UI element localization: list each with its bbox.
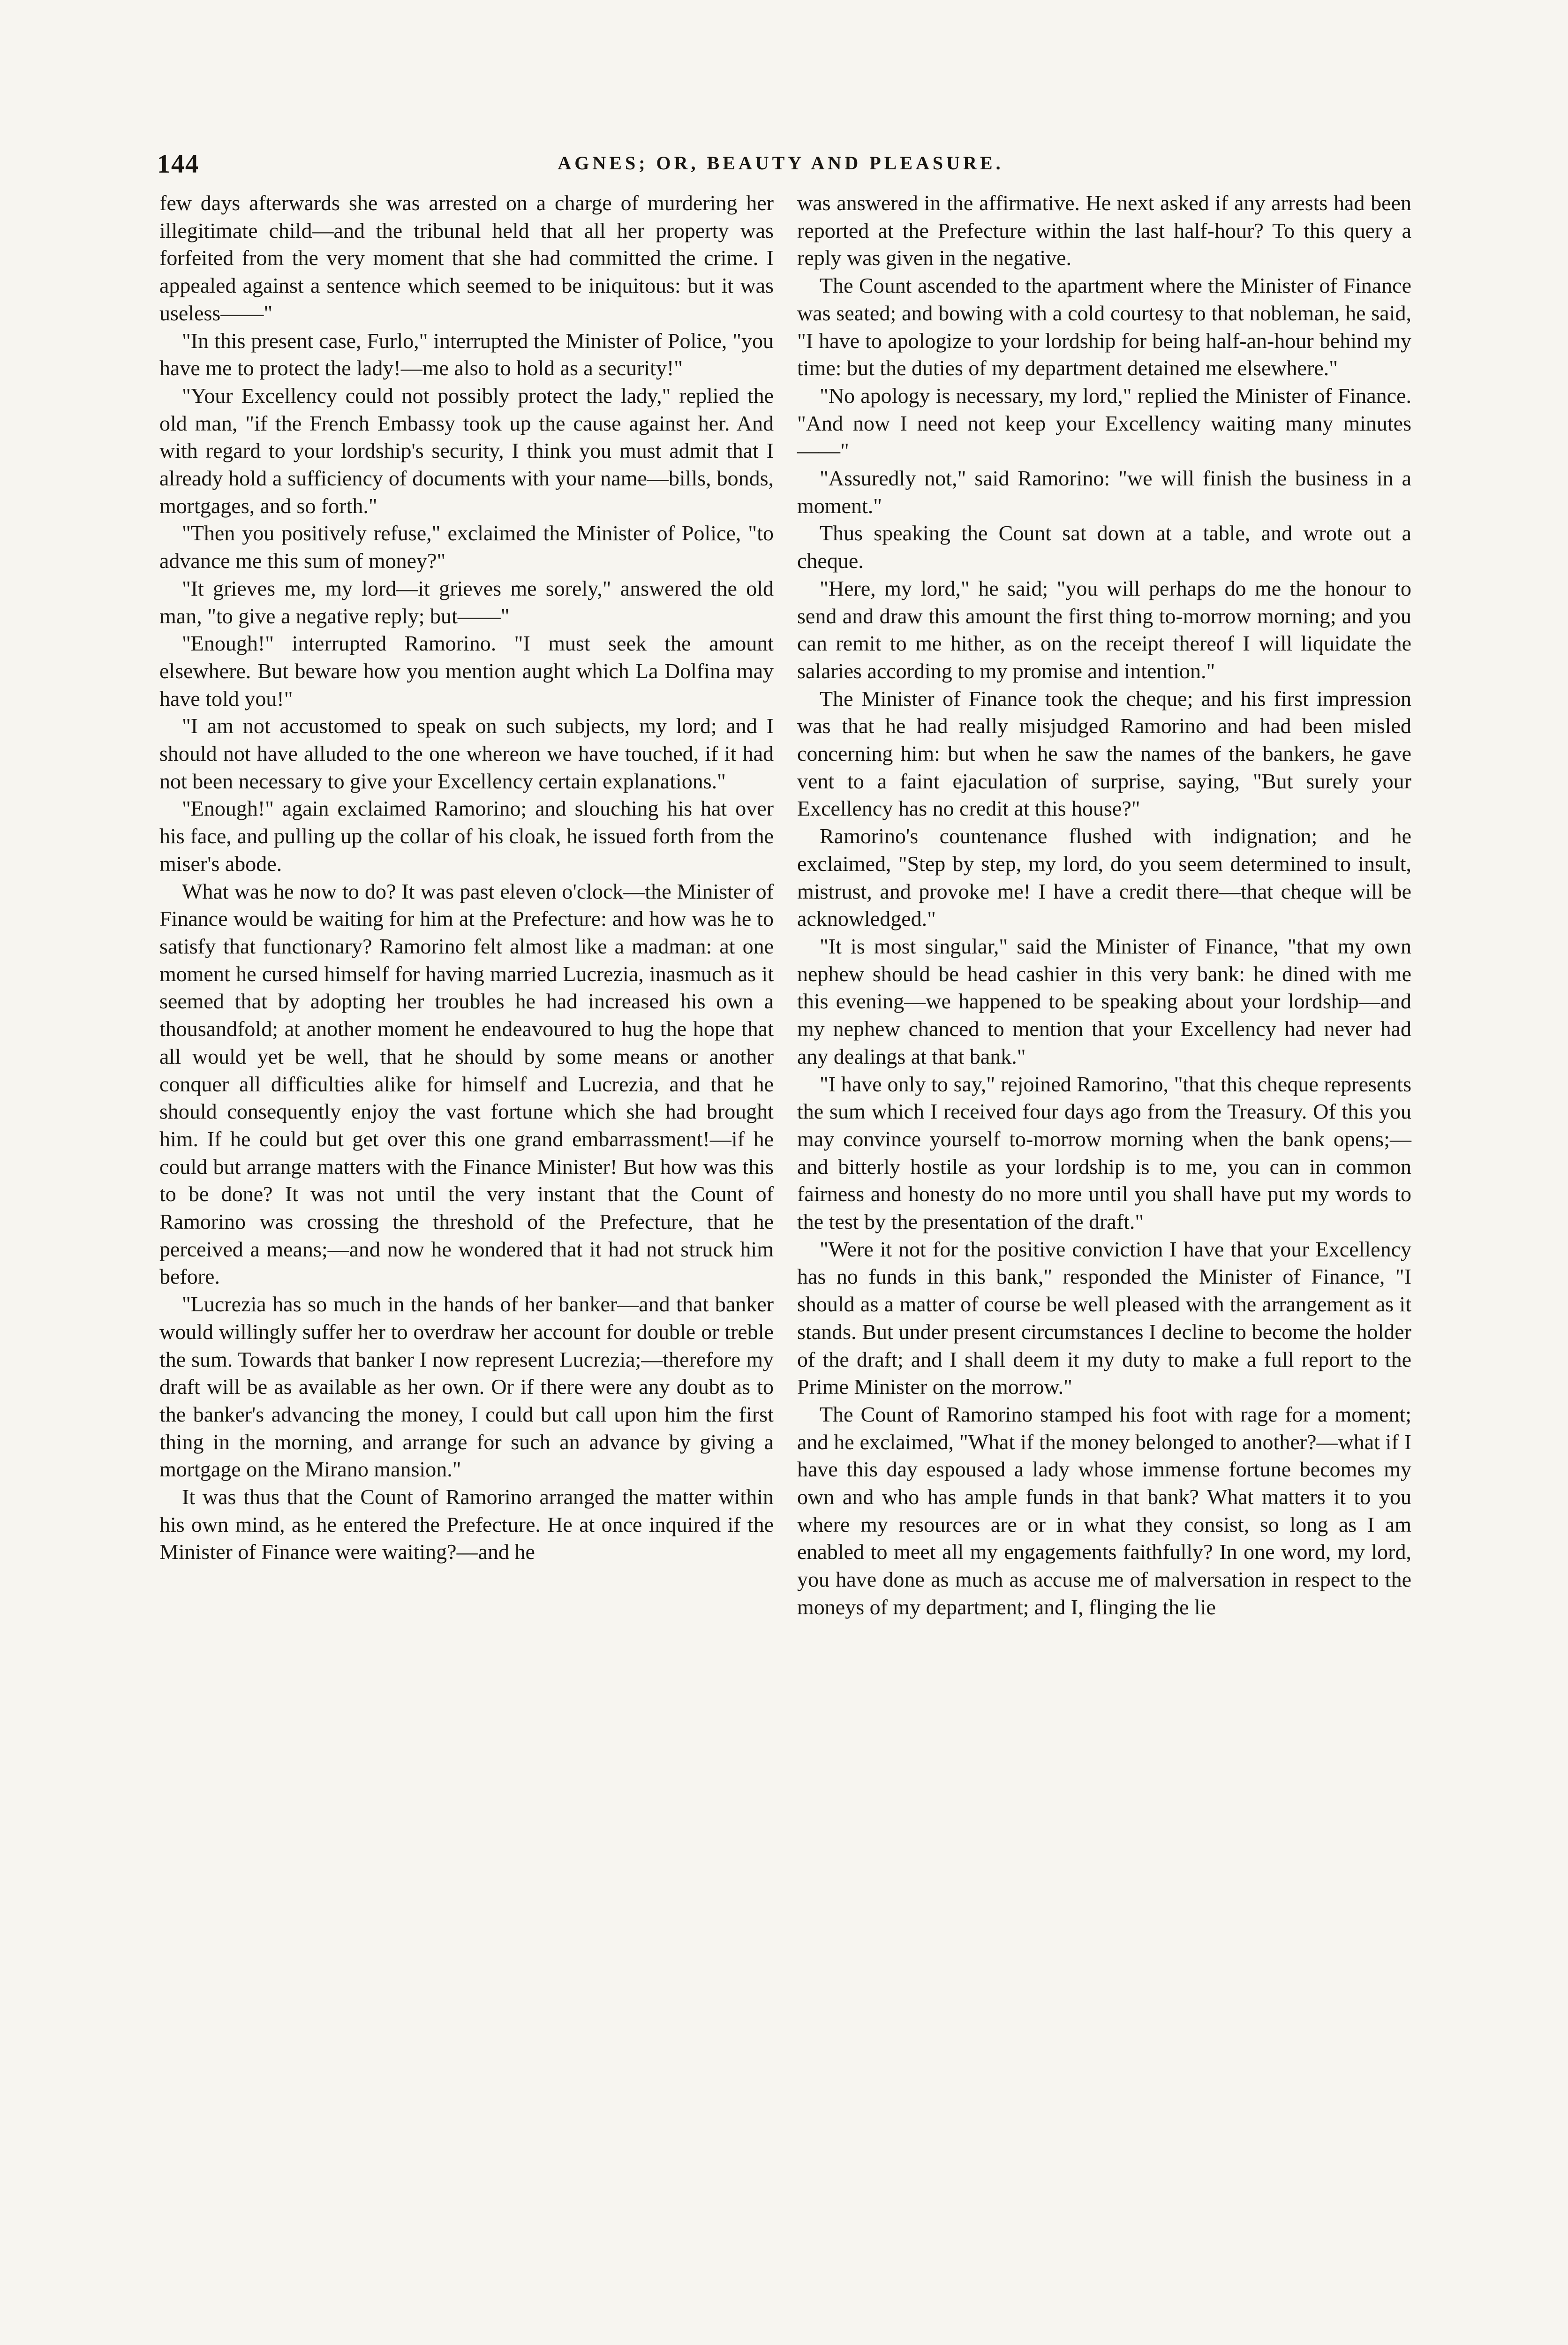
paragraph: "Lucrezia has so much in the hands of her banker—and that banker would willingly suffer her to overdraw her account for double or treble the sum. Towards that banker I now represent Lucrezia;—therefore my draft will be as available as her own. Or if there were any doubt as to the banker's advancing the money, I could but call upon him the first thing in the morning, and arrange for such an advance by giving a mortgage on the Mirano mansion." bbox=[159, 1292, 774, 1482]
paragraph: was answered in the affirmative. He next asked if any arrests had been reported at the Prefecture within the last half-hour? To this query a reply was given in the negative. bbox=[797, 191, 1411, 270]
paragraph: "Assuredly not," said Ramorino: "we will finish the business in a moment." bbox=[797, 466, 1411, 518]
right-column bbox=[797, 189, 1411, 1621]
page-header bbox=[157, 149, 1404, 182]
page-number: 144 bbox=[157, 150, 199, 179]
paragraph: The Count ascended to the apartment where the Minister of Finance was seated; and bowing with a cold courtesy to that nobleman, he said, "I have to apologize to your lordship for being half-an-hour behind my time: but the duties of my department detained me elsewhere." bbox=[797, 273, 1411, 380]
paragraph: "I am not accustomed to speak on such subjects, my lord; and I should not have alluded to the one whereon we have touched, if it had not been necessary to give your Excellency certain explanations." bbox=[159, 714, 774, 793]
left-column bbox=[159, 189, 774, 1566]
paragraph: few days afterwards she was arrested on a charge of murdering her illegitimate child—and the tribunal held that all her property was forfeited from the very moment that she had committed the crime. I appealed against a sentence which seemed to be iniquitous: but it was useless——" bbox=[159, 191, 774, 325]
paragraph: The Minister of Finance took the cheque; and his first impression was that he had really misjudged Ramorino and had been misled concerning him: but when he saw the names of the bankers, he gave vent to a faint ejaculation of surprise, saying, "But surely your Excellency has no credit at this house?" bbox=[797, 686, 1411, 821]
paragraph: "Here, my lord," he said; "you will perhaps do me the honour to send and draw this amount the first thing to-morrow morning; and you can remit to me hither, as on the receipt thereof I will liquidate the salaries according to my promise and intention." bbox=[797, 576, 1411, 683]
paragraph: What was he now to do? It was past eleven o'clock—the Minister of Finance would be waiting for him at the Prefecture: and how was he to satisfy that functionary? Ramorino felt almost like a madman: at one moment he cursed himself for having married Lucrezia, inasmuch as it seemed that by adopting her troubles he had increased his own a thousandfold; at another moment he endeavoured to hug the hope that all would yet be well, that he should by some means or another conquer all difficulties alike for himself and Lucrezia, and that he should consequently enjoy the vast fortune which she had brought him. If he could but get over this one grand embarrassment!—if he could but arrange matters with the Finance Minister! But how was this to be done? It was not until the very instant that the Count of Ramorino was crossing the threshold of the Prefecture, that he perceived a means;—and now he wondered that it had not struck him before. bbox=[159, 879, 774, 1289]
paragraph: "Then you positively refuse," exclaimed the Minister of Police, "to advance me this sum of money?" bbox=[159, 521, 774, 573]
paragraph: "Were it not for the positive conviction I have that your Excellency has no funds in this bank," responded the Minister of Finance, "I should as a matter of course be well pleased with the arrangement as it stands. But under present circumstances I decline to become the holder of the draft; and I shall deem it my duty to make a full report to the Prime Minister on the morrow." bbox=[797, 1237, 1411, 1399]
paragraph: The Count of Ramorino stamped his foot with rage for a moment; and he exclaimed, "What if the money belonged to another?—what if I have this day espoused a lady whose immense fortune becomes my own and who has ample funds in that bank? What matters it to you where my resources are or in what they consist, so long as I am enabled to meet all my engagements faithfully? In one word, my lord, you have done as much as accuse me of malversation in respect to the moneys of my department; and I, flinging the lie bbox=[797, 1402, 1411, 1619]
paragraph: "In this present case, Furlo," interrupted the Minister of Police, "you have me to protect the lady!—me also to hold as a security!" bbox=[159, 328, 774, 380]
paragraph: "I have only to say," rejoined Ramorino, "that this cheque represents the sum which I received four days ago from the Treasury. Of this you may convince yourself to-morrow morning when the bank opens;—and bitterly hostile as your lordship is to me, you can in common fairness and honesty do no more until you shall have put my words to the test by the presentation of the draft." bbox=[797, 1072, 1411, 1234]
paragraph: "It is most singular," said the Minister of Finance, "that my own nephew should be head cashier in this very bank: he dined with me this evening—we happened to be speaking about your lordship—and my nephew chanced to mention that your Excellency had never had any dealings at that bank." bbox=[797, 934, 1411, 1068]
paragraph: "No apology is necessary, my lord," replied the Minister of Finance. "And now I need not keep your Excellency waiting many minutes——" bbox=[797, 383, 1411, 463]
paragraph: "Your Excellency could not possibly protect the lady," replied the old man, "if the French Embassy took up the cause against her. And with regard to your lordship's security, I think you must admit that I already hold a sufficiency of documents with your name—bills, bonds, mortgages, and so forth." bbox=[159, 383, 774, 518]
paragraph: Ramorino's countenance flushed with indignation; and he exclaimed, "Step by step, my lord, do you seem determined to insult, mistrust, and provoke me! I have a credit there—that cheque will be acknowledged." bbox=[797, 824, 1411, 931]
paragraph: "It grieves me, my lord—it grieves me sorely," answered the old man, "to give a negative reply; but——" bbox=[159, 576, 774, 628]
paragraph: "Enough!" interrupted Ramorino. "I must seek the amount elsewhere. But beware how you mention aught which La Dolfina may have told you!" bbox=[159, 631, 774, 711]
paragraph: Thus speaking the Count sat down at a table, and wrote out a cheque. bbox=[797, 521, 1411, 573]
running-head: AGNES; OR, BEAUTY AND PLEASURE. bbox=[558, 152, 1004, 174]
paragraph: It was thus that the Count of Ramorino arranged the matter within his own mind, as he entered the Prefecture. He at once inquired if the Minister of Finance were waiting?—and he bbox=[159, 1485, 774, 1564]
paragraph: "Enough!" again exclaimed Ramorino; and slouching his hat over his face, and pulling up the collar of his cloak, he issued forth from the miser's abode. bbox=[159, 796, 774, 876]
